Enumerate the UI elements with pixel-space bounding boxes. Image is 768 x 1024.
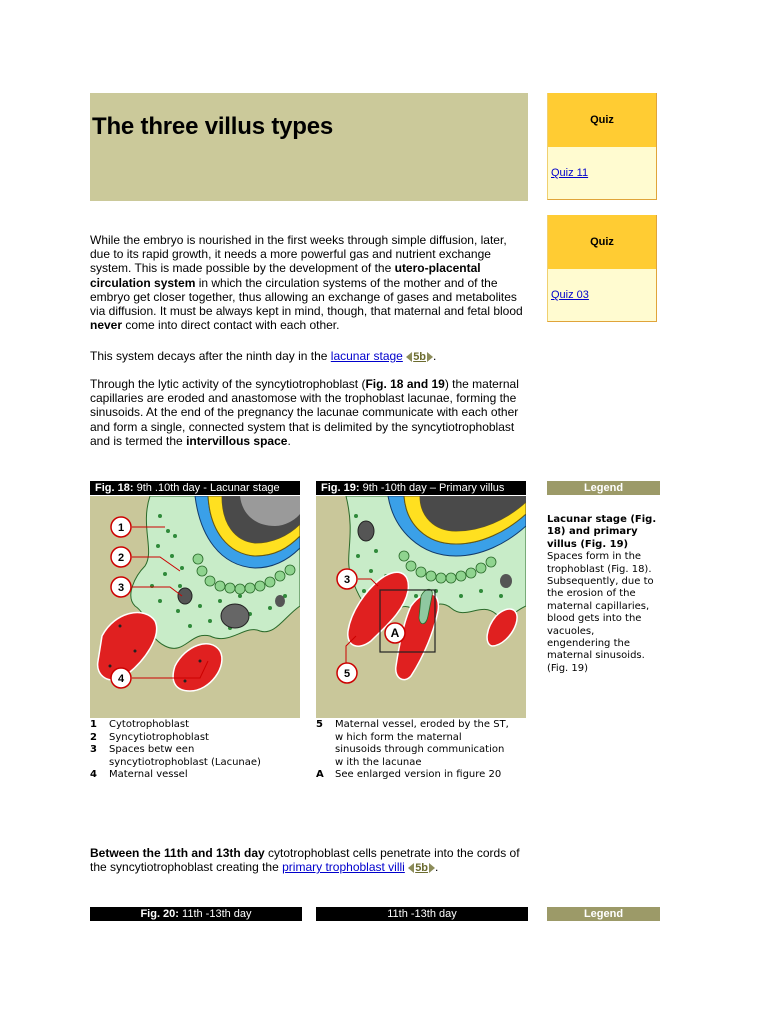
lacunar-stage-link[interactable]: lacunar stage [330,349,403,363]
caption-row: A See enlarged version in figure 20 [316,769,502,780]
caption-row: 2 Syncytiotrophoblast [90,731,209,743]
caption-row: 3 Spaces betw een syncytiotrophoblast (Lacunae) [90,744,261,768]
legend-body: Spaces form in the trophoblast (Fig. 18). Subsequently, due to the erosion of the maternal capillaries, blood gets into the vacuoles, engendering the maternal sinusoids. (Fig. 19) [547,551,654,674]
title-banner [90,93,528,201]
fig18-illustration [90,496,300,718]
legend-text [547,514,659,675]
caption-row: 4 Maternal vessel [90,769,188,780]
quiz-03-link[interactable]: Quiz 03 [551,289,589,301]
fig19-illustration [316,496,526,718]
prev-arrow-icon[interactable] [408,863,414,873]
fig19-marker-5: 5 [343,668,351,680]
primary-villi-link[interactable]: primary trophoblast villi [282,860,405,875]
prev-arrow-icon[interactable] [406,352,412,362]
fig19-marker-3: 3 [343,574,351,586]
quiz-heading: Quiz [548,93,656,147]
caption-row: 5 Maternal vessel, eroded by the ST, w hich form the maternal sinusoids through communication w ith the lacunae [316,719,509,768]
quiz-11-link[interactable]: Quiz 11 [551,167,589,179]
quiz-box-2 [547,215,657,322]
lacunar-paragraph: This system decays after the ninth day in the lacunar stage 5b . [90,349,437,363]
fig18-marker-1: 1 [117,522,125,534]
fig19-title-bar: Fig. 19: 9th -10th day – Primary villus [316,481,526,495]
legend-heading: Lacunar stage (Fig. 18) and primary villus (Fig. 19) [547,514,657,550]
primary-villi-paragraph: Between the 11th and 13th day cytotrophoblast cells penetrate into the cords of the syncytiotrophoblast creating the primary trophoblast villi 5b . [90,846,520,875]
fig18-captions [90,719,300,782]
fig19-marker-a: A [390,626,400,640]
intro-paragraph: While the embryo is nourished in the first weeks through simple diffusion, later, due to its rapid growth, it needs a more powerful gas and nutrient exchange system. This is made possible by the development of the utero-placental circulation system in which the circulation systems of the mother and of the embryo get closer together, thus allowing an exchange of gases and metabolites via diffusion. It must be always kept in mind, though, that maternal and fetal blood never come into direct contact with each other. [90,233,523,333]
fig18-marker-2: 2 [117,552,125,564]
quiz-box-1 [547,93,657,200]
page-title: The three villus types [92,113,334,140]
fig18-marker-4: 4 [117,673,125,685]
legend-bar: Legend [547,481,660,495]
fig18-title-bar: Fig. 18: 9th .10th day - Lacunar stage [90,481,300,495]
fig20-right-title-bar: 11th -13th day [316,907,528,921]
quiz-heading: Quiz [548,215,656,269]
fig18-marker-3: 3 [117,582,125,594]
lytic-paragraph: Through the lytic activity of the syncytiotrophoblast (Fig. 18 and 19) the maternal capillaries are eroded and anastomose with the trophoblast lacunae, forming the sinusoids. At the end of the pregnancy the lacunae communicate with each other and form a single, connected system that is delimited by the syncytiotrophoblast and is termed the intervillous space. [90,377,519,448]
nav-5b-second[interactable]: 5b [408,861,435,875]
fig19-captions [316,719,528,782]
legend-bar-2: Legend [547,907,660,921]
nav-5b[interactable]: 5b [406,350,433,364]
caption-row: 1 Cytotrophoblast [90,719,190,730]
fig20-title-bar: Fig. 20: 11th -13th day [90,907,302,921]
